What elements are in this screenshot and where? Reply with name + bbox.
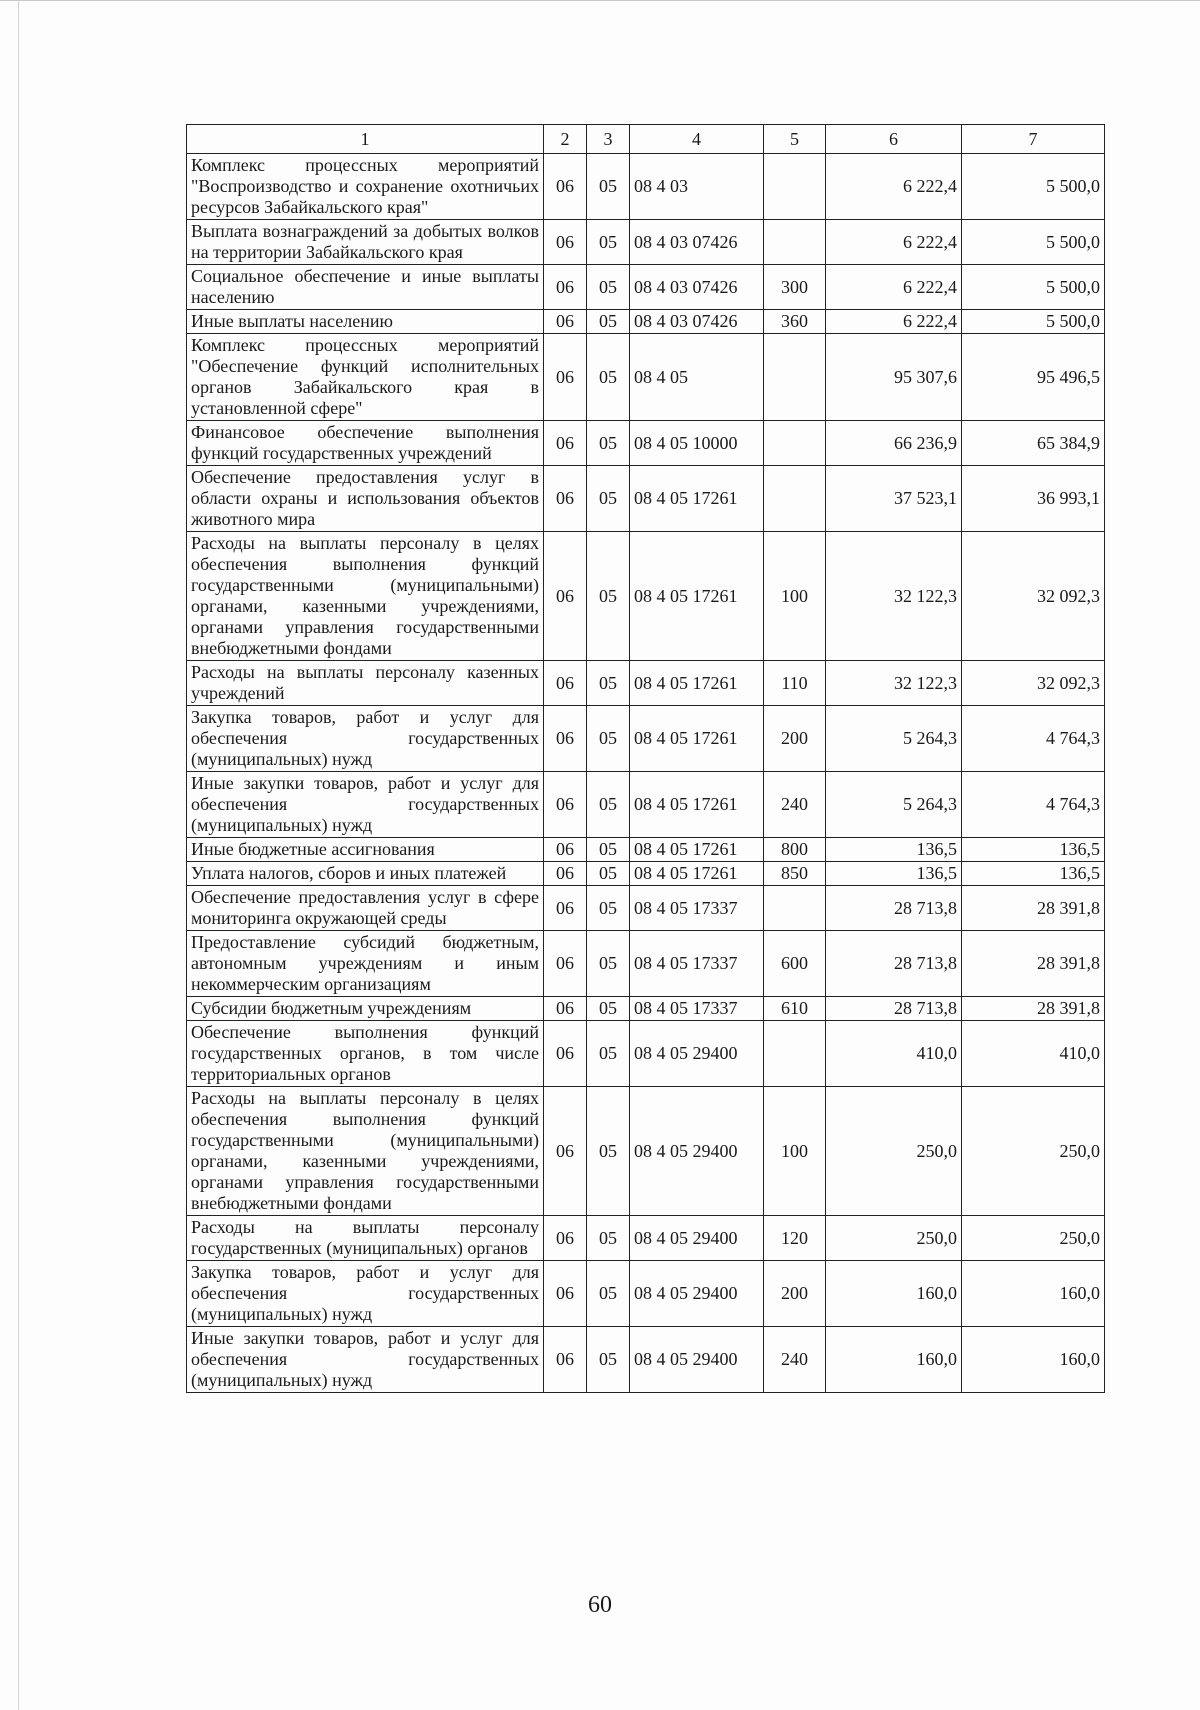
row-amount-2: 28 391,8 (962, 931, 1105, 997)
row-name: Расходы на выплаты персоналу казенных учреждений (187, 661, 544, 706)
row-section: 06 (544, 334, 587, 421)
row-subsection: 05 (587, 334, 630, 421)
row-expense-type: 240 (764, 772, 826, 838)
row-section: 06 (544, 886, 587, 931)
row-expense-type: 200 (764, 706, 826, 772)
row-amount-2: 32 092,3 (962, 661, 1105, 706)
row-section: 06 (544, 706, 587, 772)
row-name: Выплата вознаграждений за добытых волков на территории Забайкальского края (187, 220, 544, 265)
row-amount-1: 5 264,3 (826, 706, 962, 772)
row-name: Субсидии бюджетным учреждениям (187, 997, 544, 1021)
row-subsection: 05 (587, 661, 630, 706)
header-col-3: 3 (587, 125, 630, 154)
row-expense-type: 100 (764, 532, 826, 661)
row-subsection: 05 (587, 931, 630, 997)
table-row (187, 1216, 1105, 1261)
row-amount-2: 5 500,0 (962, 220, 1105, 265)
row-amount-2: 136,5 (962, 862, 1105, 886)
row-name: Расходы на выплаты персоналу в целях обеспечения выполнения функций государственными (муниципальными) органами, казенными учреждениями, органами управления государственными внебюджетными фондами (187, 532, 544, 661)
row-name: Уплата налогов, сборов и иных платежей (187, 862, 544, 886)
row-section: 06 (544, 265, 587, 310)
row-amount-1: 160,0 (826, 1261, 962, 1327)
row-expense-type: 110 (764, 661, 826, 706)
header-col-7: 7 (962, 125, 1105, 154)
row-amount-1: 95 307,6 (826, 334, 962, 421)
row-amount-1: 160,0 (826, 1327, 962, 1393)
row-subsection: 05 (587, 838, 630, 862)
table-row (187, 661, 1105, 706)
row-section: 06 (544, 310, 587, 334)
row-subsection: 05 (587, 1216, 630, 1261)
row-subsection: 05 (587, 1261, 630, 1327)
header-col-1: 1 (187, 125, 544, 154)
row-section: 06 (544, 1021, 587, 1087)
row-expense-type (764, 1021, 826, 1087)
table-row (187, 265, 1105, 310)
budget-table (186, 124, 1105, 1393)
row-section: 06 (544, 1327, 587, 1393)
row-target-code: 08 4 05 17337 (630, 886, 764, 931)
table-row (187, 334, 1105, 421)
row-section: 06 (544, 421, 587, 466)
table-row (187, 1261, 1105, 1327)
row-subsection: 05 (587, 862, 630, 886)
row-amount-1: 6 222,4 (826, 310, 962, 334)
row-amount-2: 160,0 (962, 1261, 1105, 1327)
table-row (187, 838, 1105, 862)
row-amount-1: 37 523,1 (826, 466, 962, 532)
row-name: Обеспечение предоставления услуг в сфере мониторинга окружающей среды (187, 886, 544, 931)
header-col-2: 2 (544, 125, 587, 154)
table-header-row (187, 125, 1105, 154)
row-target-code: 08 4 03 07426 (630, 265, 764, 310)
page-number: 60 (588, 1592, 612, 1618)
row-amount-2: 36 993,1 (962, 466, 1105, 532)
table-row (187, 1021, 1105, 1087)
row-amount-2: 32 092,3 (962, 532, 1105, 661)
table-row (187, 997, 1105, 1021)
row-subsection: 05 (587, 154, 630, 220)
row-amount-1: 136,5 (826, 838, 962, 862)
row-subsection: 05 (587, 997, 630, 1021)
header-col-6: 6 (826, 125, 962, 154)
table-row (187, 931, 1105, 997)
row-section: 06 (544, 997, 587, 1021)
row-section: 06 (544, 931, 587, 997)
page-edge-left (18, 0, 19, 1710)
row-name: Расходы на выплаты персоналу государственных (муниципальных) органов (187, 1216, 544, 1261)
row-amount-1: 32 122,3 (826, 532, 962, 661)
row-section: 06 (544, 220, 587, 265)
table-row (187, 466, 1105, 532)
row-amount-2: 28 391,8 (962, 997, 1105, 1021)
row-subsection: 05 (587, 1087, 630, 1216)
table-row (187, 310, 1105, 334)
row-name: Финансовое обеспечение выполнения функций государственных учреждений (187, 421, 544, 466)
row-subsection: 05 (587, 772, 630, 838)
row-amount-2: 160,0 (962, 1327, 1105, 1393)
row-expense-type: 800 (764, 838, 826, 862)
row-subsection: 05 (587, 1021, 630, 1087)
row-expense-type: 200 (764, 1261, 826, 1327)
row-target-code: 08 4 05 17261 (630, 661, 764, 706)
row-amount-1: 410,0 (826, 1021, 962, 1087)
row-target-code: 08 4 05 29400 (630, 1261, 764, 1327)
row-expense-type: 850 (764, 862, 826, 886)
row-subsection: 05 (587, 706, 630, 772)
row-amount-2: 5 500,0 (962, 154, 1105, 220)
row-amount-2: 136,5 (962, 838, 1105, 862)
row-name: Предоставление субсидий бюджетным, автономным учреждениям и иным некоммерческим организациям (187, 931, 544, 997)
row-amount-2: 4 764,3 (962, 706, 1105, 772)
row-amount-2: 5 500,0 (962, 310, 1105, 334)
table-row (187, 886, 1105, 931)
row-expense-type: 120 (764, 1216, 826, 1261)
row-expense-type: 240 (764, 1327, 826, 1393)
row-expense-type (764, 421, 826, 466)
row-expense-type: 100 (764, 1087, 826, 1216)
row-name: Закупка товаров, работ и услуг для обеспечения государственных (муниципальных) нужд (187, 1261, 544, 1327)
table-row (187, 1327, 1105, 1393)
row-expense-type: 600 (764, 931, 826, 997)
row-section: 06 (544, 661, 587, 706)
row-amount-2: 95 496,5 (962, 334, 1105, 421)
row-name: Комплекс процессных мероприятий "Обеспечение функций исполнительных органов Забайкальского края в установленной сфере" (187, 334, 544, 421)
row-target-code: 08 4 05 17261 (630, 466, 764, 532)
row-target-code: 08 4 03 07426 (630, 310, 764, 334)
row-section: 06 (544, 772, 587, 838)
row-name: Обеспечение выполнения функций государственных органов, в том числе территориальных органов (187, 1021, 544, 1087)
row-section: 06 (544, 1261, 587, 1327)
row-name: Социальное обеспечение и иные выплаты населению (187, 265, 544, 310)
row-expense-type (764, 154, 826, 220)
table-row (187, 532, 1105, 661)
row-amount-1: 6 222,4 (826, 265, 962, 310)
row-amount-1: 28 713,8 (826, 931, 962, 997)
row-amount-1: 6 222,4 (826, 154, 962, 220)
table-row (187, 421, 1105, 466)
row-target-code: 08 4 03 07426 (630, 220, 764, 265)
row-amount-1: 66 236,9 (826, 421, 962, 466)
table-row (187, 220, 1105, 265)
row-expense-type: 360 (764, 310, 826, 334)
row-target-code: 08 4 05 10000 (630, 421, 764, 466)
row-amount-2: 65 384,9 (962, 421, 1105, 466)
row-amount-1: 32 122,3 (826, 661, 962, 706)
row-target-code: 08 4 05 29400 (630, 1216, 764, 1261)
row-target-code: 08 4 05 17337 (630, 997, 764, 1021)
row-expense-type (764, 220, 826, 265)
row-name: Обеспечение предоставления услуг в области охраны и использования объектов животного мира (187, 466, 544, 532)
row-target-code: 08 4 05 17337 (630, 931, 764, 997)
row-amount-1: 5 264,3 (826, 772, 962, 838)
row-amount-2: 250,0 (962, 1087, 1105, 1216)
row-name: Иные бюджетные ассигнования (187, 838, 544, 862)
row-name: Иные закупки товаров, работ и услуг для обеспечения государственных (муниципальных) нужд (187, 772, 544, 838)
header-col-5: 5 (764, 125, 826, 154)
row-section: 06 (544, 862, 587, 886)
row-subsection: 05 (587, 421, 630, 466)
row-amount-2: 410,0 (962, 1021, 1105, 1087)
row-target-code: 08 4 05 17261 (630, 772, 764, 838)
row-subsection: 05 (587, 532, 630, 661)
row-amount-2: 4 764,3 (962, 772, 1105, 838)
row-name: Закупка товаров, работ и услуг для обеспечения государственных (муниципальных) нужд (187, 706, 544, 772)
row-expense-type: 610 (764, 997, 826, 1021)
row-target-code: 08 4 05 17261 (630, 532, 764, 661)
row-expense-type (764, 466, 826, 532)
row-section: 06 (544, 1087, 587, 1216)
table-row (187, 1087, 1105, 1216)
row-target-code: 08 4 03 (630, 154, 764, 220)
row-amount-1: 28 713,8 (826, 886, 962, 931)
row-section: 06 (544, 838, 587, 862)
row-name: Комплекс процессных мероприятий "Воспроизводство и сохранение охотничьих ресурсов Забайкальского края" (187, 154, 544, 220)
row-subsection: 05 (587, 310, 630, 334)
table-row (187, 862, 1105, 886)
row-subsection: 05 (587, 220, 630, 265)
row-section: 06 (544, 466, 587, 532)
row-amount-2: 5 500,0 (962, 265, 1105, 310)
row-subsection: 05 (587, 886, 630, 931)
row-target-code: 08 4 05 29400 (630, 1021, 764, 1087)
row-target-code: 08 4 05 (630, 334, 764, 421)
row-amount-1: 28 713,8 (826, 997, 962, 1021)
row-amount-2: 28 391,8 (962, 886, 1105, 931)
header-col-4: 4 (630, 125, 764, 154)
row-name: Иные закупки товаров, работ и услуг для обеспечения государственных (муниципальных) нужд (187, 1327, 544, 1393)
row-name: Иные выплаты населению (187, 310, 544, 334)
row-expense-type: 300 (764, 265, 826, 310)
table-row (187, 706, 1105, 772)
row-section: 06 (544, 1216, 587, 1261)
row-target-code: 08 4 05 17261 (630, 862, 764, 886)
row-target-code: 08 4 05 29400 (630, 1327, 764, 1393)
table-row (187, 154, 1105, 220)
row-expense-type (764, 334, 826, 421)
page-edge-top (0, 0, 1200, 1)
row-amount-1: 6 222,4 (826, 220, 962, 265)
row-subsection: 05 (587, 466, 630, 532)
row-target-code: 08 4 05 17261 (630, 838, 764, 862)
row-section: 06 (544, 532, 587, 661)
row-expense-type (764, 886, 826, 931)
row-target-code: 08 4 05 17261 (630, 706, 764, 772)
row-name: Расходы на выплаты персоналу в целях обеспечения выполнения функций государственными (муниципальными) органами, казенными учреждениями, органами управления государственными внебюджетными фондами (187, 1087, 544, 1216)
table-row (187, 772, 1105, 838)
row-amount-2: 250,0 (962, 1216, 1105, 1261)
row-amount-1: 250,0 (826, 1216, 962, 1261)
row-subsection: 05 (587, 1327, 630, 1393)
row-section: 06 (544, 154, 587, 220)
row-subsection: 05 (587, 265, 630, 310)
row-amount-1: 136,5 (826, 862, 962, 886)
row-amount-1: 250,0 (826, 1087, 962, 1216)
row-target-code: 08 4 05 29400 (630, 1087, 764, 1216)
